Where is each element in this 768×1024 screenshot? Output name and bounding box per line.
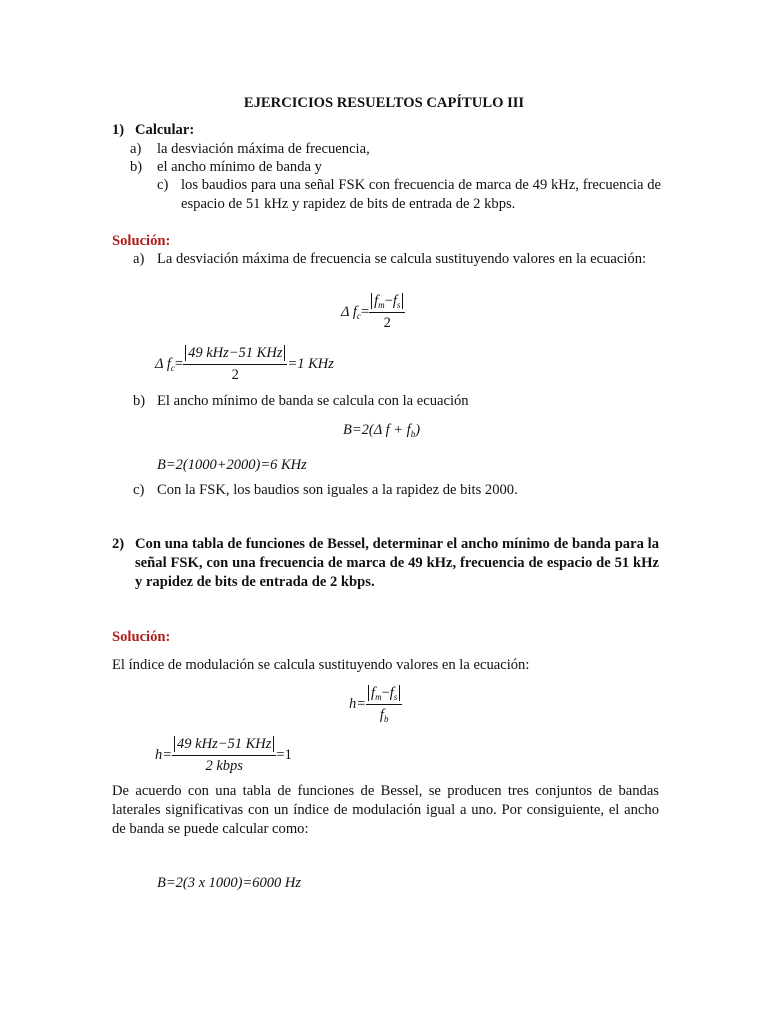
eq-rhs: =1 KHz <box>287 355 334 372</box>
equation-bandwidth <box>343 421 420 440</box>
eq-lhs: Δ f <box>155 355 171 372</box>
item-text: La desviación máxima de frecuencia se calcula sustituyendo valores en la ecuación: <box>157 251 647 267</box>
equation-bessel-bandwidth: B=2(3 x 1000)=6000 Hz <box>157 875 302 891</box>
eq-sub: b <box>383 714 389 724</box>
eq-numerator: 49 kHz−51 KHz <box>174 736 274 752</box>
eq-body: B=2(Δ f + f <box>343 422 411 438</box>
eq-op: − <box>381 685 390 701</box>
exercise-2-number: 2) <box>112 536 125 552</box>
solution-1-a <box>133 250 661 269</box>
eq-lhs: Δ f <box>341 303 357 320</box>
exercise-1-heading: Calcular: <box>135 122 195 138</box>
eq-fraction <box>369 292 405 333</box>
exercise-1-number: 1) <box>112 122 125 138</box>
eq-term: f <box>371 685 376 701</box>
eq-lhs: h= <box>155 746 173 763</box>
item-label: b) <box>130 159 143 175</box>
eq-sub: m <box>378 300 385 310</box>
eq-denominator: 2 kbps <box>205 758 243 774</box>
item-text: la desviación máxima de frecuencia, <box>157 141 370 157</box>
exercise-1-item-a <box>130 140 661 159</box>
eq-sub: s <box>396 300 401 310</box>
page-title: EJERCICIOS RESUELTOS CAPÍTULO III <box>243 95 525 111</box>
equation-modulation-index <box>349 684 402 725</box>
eq-denominator: 2 <box>383 315 391 331</box>
exercise-1-item-c <box>157 176 661 214</box>
equation-modulation-result <box>155 735 292 776</box>
solution-2-paragraph: De acuerdo con una tabla de funciones de Bessel, se producen tres conjuntos de bandas laterales significativas con un índice de modulación igual a uno. Por consiguiente, el ancho de banda se puede calcular como: <box>112 783 659 837</box>
item-label: c) <box>157 177 169 193</box>
eq-sub: s <box>393 692 398 702</box>
eq-fraction <box>183 344 287 385</box>
item-label: a) <box>130 141 142 157</box>
eq-rhs: =1 <box>276 746 292 763</box>
equation-deviation-result: Δ $f_c=$ $\frac{\text{49 kHz−51 KHz}}{2}$ =1 KHz <box>155 345 334 383</box>
item-label: a) <box>133 251 145 267</box>
eq-fraction <box>366 684 402 725</box>
item-text: el ancho mínimo de banda y <box>157 159 322 175</box>
solution-1-label: Solución: <box>112 233 171 249</box>
solution-2-label: Solución: <box>112 629 171 645</box>
solution-1-c <box>133 481 661 500</box>
eq-fraction <box>172 735 276 776</box>
eq-sub: c <box>356 310 361 321</box>
eq-term: f <box>389 685 394 701</box>
item-label: b) <box>133 393 146 409</box>
equation-frequency-deviation: Δ $f_c=$ $\frac{f_m-f_s}{2}$ <box>341 292 405 333</box>
eq-term: f <box>392 293 397 309</box>
solution-1-b <box>133 392 661 411</box>
item-label: c) <box>133 482 145 498</box>
eq-sub: m <box>375 692 382 702</box>
eq-term: f <box>374 293 379 309</box>
eq-sub: b <box>410 429 416 439</box>
exercise-1-item-b <box>130 158 661 177</box>
eq-term: f <box>379 707 384 723</box>
equation-bandwidth-result: B=2(1000+2000)=6 KHz <box>157 457 307 473</box>
item-text: los baudios para una señal FSK con frecuencia de marca de 49 kHz, frecuencia de espacio de 51 kHz y rapidez de bits de entrada de 2 kbps. <box>181 177 661 212</box>
solution-2-intro: El índice de modulación se calcula sustituyendo valores en la ecuación: <box>112 657 530 673</box>
exercise-2-text: Con una tabla de funciones de Bessel, determinar el ancho mínimo de banda para la señal FSK, con una frecuencia de marca de 49 kHz, frecuencia de espacio de 51 kHz y rapidez de bits de entrada de 2 kbps. <box>135 536 659 590</box>
eq-close: ) <box>415 422 421 438</box>
item-text: Con la FSK, los baudios son iguales a la rapidez de bits 2000. <box>157 482 518 498</box>
eq-numerator: 49 kHz−51 KHz <box>185 345 285 361</box>
eq-sub: c <box>170 362 175 373</box>
item-text: El ancho mínimo de banda se calcula con la ecuación <box>157 393 469 409</box>
eq-op: − <box>384 293 393 309</box>
eq-denominator: 2 <box>231 367 239 383</box>
eq-lhs: h= <box>349 695 367 712</box>
